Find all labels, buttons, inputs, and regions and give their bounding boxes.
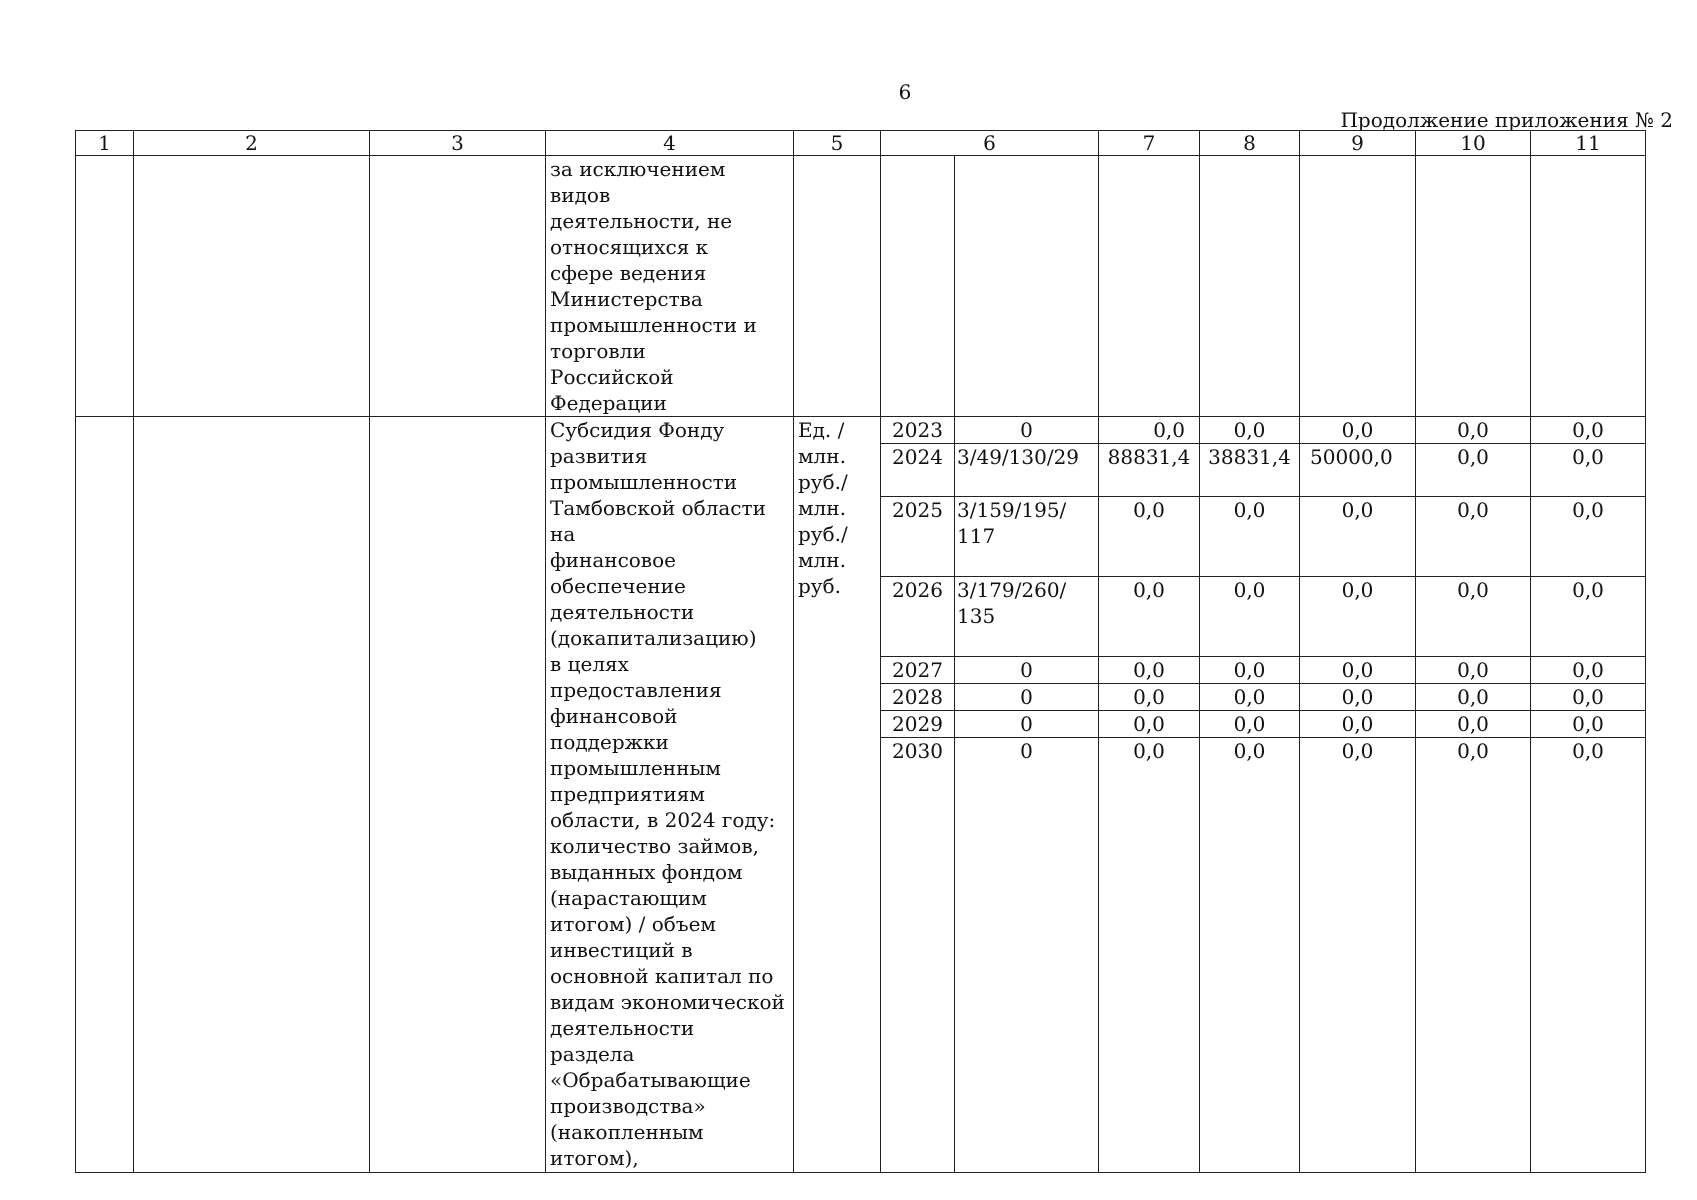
value-cell: 0,0 bbox=[1300, 417, 1416, 444]
year-cell: 2025 bbox=[881, 497, 955, 577]
cell-empty bbox=[1416, 765, 1531, 1173]
indicator-cell: 0 bbox=[955, 738, 1099, 765]
value-cell: 0,0 bbox=[1531, 684, 1646, 711]
value-cell: 0,0 bbox=[1200, 497, 1300, 577]
cell-empty bbox=[1200, 765, 1300, 1173]
value-cell: 0,0 bbox=[1099, 711, 1200, 738]
second-block-description: Субсидия Фонду развития промышленности Тамбовской области на финансовое обеспечение деятельности (докапитализацию) в целях предоставления финансовой поддержки промышленным предприятиям области, в 2024 году: количество займов, выданных фондом (нарастающим итогом) / объем инвестиций в основной капитал по видам экономической деятельности раздела «Обрабатывающие производства» (накопленным итогом), bbox=[546, 417, 794, 1173]
column-header: 3 bbox=[370, 131, 546, 156]
column-header: 11 bbox=[1531, 131, 1646, 156]
indicator-cell: 3/159/195/ 117 bbox=[955, 497, 1099, 577]
table-row-first-block bbox=[76, 156, 1646, 417]
value-cell: 0,0 bbox=[1531, 711, 1646, 738]
cell-empty bbox=[370, 156, 546, 417]
value-cell: 0,0 bbox=[1300, 497, 1416, 577]
first-block-description: за исключением видов деятельности, не относящихся к сфере ведения Министерства промышленности и торговли Российской Федерации bbox=[546, 156, 794, 417]
cell-empty bbox=[76, 156, 134, 417]
column-header: 7 bbox=[1099, 131, 1200, 156]
year-cell: 2028 bbox=[881, 684, 955, 711]
cell-empty bbox=[76, 417, 134, 1173]
value-cell: 0,0 bbox=[1531, 444, 1646, 497]
cell-empty bbox=[134, 417, 370, 1173]
value-cell: 0,0 bbox=[1300, 657, 1416, 684]
value-cell: 0,0 bbox=[1416, 657, 1531, 684]
value-cell: 0,0 bbox=[1416, 711, 1531, 738]
value-cell: 0,0 bbox=[1099, 657, 1200, 684]
cell-empty bbox=[1300, 156, 1416, 417]
value-cell: 0,0 bbox=[1300, 711, 1416, 738]
year-cell: 2024 bbox=[881, 444, 955, 497]
cell-empty bbox=[370, 417, 546, 1173]
indicator-cell: 0 bbox=[955, 711, 1099, 738]
table-row bbox=[76, 417, 1646, 444]
column-number-row bbox=[76, 131, 1646, 156]
indicator-cell: 3/179/260/ 135 bbox=[955, 577, 1099, 657]
cell-empty bbox=[881, 156, 955, 417]
value-cell: 0,0 bbox=[1099, 738, 1200, 765]
value-cell: 0,0 bbox=[1200, 577, 1300, 657]
indicator-cell: 0 bbox=[955, 417, 1099, 444]
column-header: 10 bbox=[1416, 131, 1531, 156]
cell-empty bbox=[1300, 765, 1416, 1173]
value-cell: 0,0 bbox=[1300, 577, 1416, 657]
cell-empty bbox=[955, 156, 1099, 417]
indicator-cell: 0 bbox=[955, 684, 1099, 711]
column-header: 1 bbox=[76, 131, 134, 156]
value-cell: 0,0 bbox=[1099, 417, 1200, 444]
year-cell: 2026 bbox=[881, 577, 955, 657]
value-cell: 0,0 bbox=[1200, 657, 1300, 684]
cell-empty bbox=[1531, 765, 1646, 1173]
value-cell: 0,0 bbox=[1531, 497, 1646, 577]
value-cell: 0,0 bbox=[1200, 738, 1300, 765]
cell-empty bbox=[1099, 765, 1200, 1173]
page-number: 6 bbox=[898, 80, 912, 104]
cell-empty bbox=[1416, 156, 1531, 417]
year-cell: 2023 bbox=[881, 417, 955, 444]
cell-empty bbox=[1099, 156, 1200, 417]
value-cell: 0,0 bbox=[1416, 577, 1531, 657]
value-cell: 0,0 bbox=[1531, 738, 1646, 765]
value-cell: 0,0 bbox=[1099, 577, 1200, 657]
cell-empty bbox=[955, 765, 1099, 1173]
value-cell: 0,0 bbox=[1531, 657, 1646, 684]
units-cell: Ед. / млн. руб./ млн. руб./ млн. руб. bbox=[794, 417, 881, 1173]
cell-empty bbox=[794, 156, 881, 417]
value-cell: 0,0 bbox=[1099, 684, 1200, 711]
column-header: 4 bbox=[546, 131, 794, 156]
value-cell: 0,0 bbox=[1416, 417, 1531, 444]
indicator-cell: 3/49/130/29 bbox=[955, 444, 1099, 497]
continuation-label: Продолжение приложения № 2 bbox=[1340, 108, 1673, 132]
column-header: 6 bbox=[881, 131, 1099, 156]
value-cell: 0,0 bbox=[1416, 497, 1531, 577]
value-cell: 38831,4 bbox=[1200, 444, 1300, 497]
cell-empty bbox=[1531, 156, 1646, 417]
value-cell: 0,0 bbox=[1200, 417, 1300, 444]
value-cell: 0,0 bbox=[1416, 684, 1531, 711]
value-cell: 0,0 bbox=[1099, 497, 1200, 577]
value-cell: 50000,0 bbox=[1300, 444, 1416, 497]
column-header: 9 bbox=[1300, 131, 1416, 156]
value-cell: 88831,4 bbox=[1099, 444, 1200, 497]
value-cell: 0,0 bbox=[1416, 444, 1531, 497]
year-cell: 2027 bbox=[881, 657, 955, 684]
cell-empty bbox=[881, 765, 955, 1173]
cell-empty bbox=[1200, 156, 1300, 417]
value-cell: 0,0 bbox=[1200, 711, 1300, 738]
column-header: 5 bbox=[794, 131, 881, 156]
year-cell: 2029 bbox=[881, 711, 955, 738]
value-cell: 0,0 bbox=[1300, 684, 1416, 711]
appendix-table bbox=[75, 130, 1646, 1173]
cell-empty bbox=[134, 156, 370, 417]
year-cell: 2030 bbox=[881, 738, 955, 765]
value-cell: 0,0 bbox=[1531, 417, 1646, 444]
value-cell: 0,0 bbox=[1300, 738, 1416, 765]
value-cell: 0,0 bbox=[1531, 577, 1646, 657]
indicator-cell: 0 bbox=[955, 657, 1099, 684]
value-cell: 0,0 bbox=[1200, 684, 1300, 711]
value-cell: 0,0 bbox=[1416, 738, 1531, 765]
column-header: 2 bbox=[134, 131, 370, 156]
column-header: 8 bbox=[1200, 131, 1300, 156]
